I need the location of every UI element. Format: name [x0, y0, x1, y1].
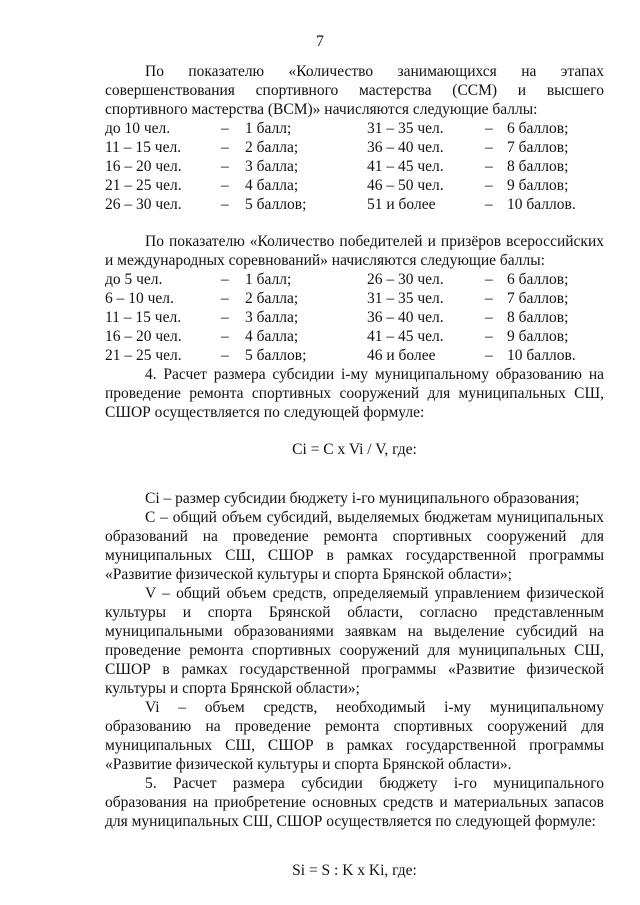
- table-cell: –: [485, 120, 493, 137]
- definition-v: V – общий объем средств, определяемый управлением физической культуры и спорта Брянской области, согласно представленным муниципальными образованиями заявкам на выделение субсидий на проведение ремонта спортивных сооружений для муниципальных СШ, СШОР в рамках государственной программы «Развитие физической культуры и спорта Брянской области»;: [105, 585, 604, 697]
- table-cell: до 10 чел.: [105, 120, 171, 137]
- formula-si: Si = S : K x Ki, где:: [292, 862, 417, 879]
- paragraph-ssm-vsm: По показателю «Количество занимающихся на этапах совершенствования спортивного мастерства (ССМ) и высшего спортивного мастерства (ВСМ)» начисляются следующие баллы:: [105, 63, 604, 118]
- table-cell: 16 – 20 чел.: [105, 158, 182, 175]
- table-cell: –: [221, 271, 229, 288]
- table-cell: –: [485, 196, 493, 213]
- table-row: [105, 346, 604, 365]
- definition-vi: Vi – объем средств, необходимый i-му муниципальному образованию на проведение ремонта спортивных сооружений для муниципальных СШ, СШОР в рамках государственной программы «Развитие физической культуры и спорта Брянской области».: [105, 699, 604, 773]
- table-row: [105, 270, 604, 289]
- table-cell: –: [221, 328, 229, 345]
- table-cell: 7 баллов;: [507, 139, 569, 156]
- table-cell: 4 балла;: [245, 328, 299, 345]
- paragraph-section-5: 5. Расчет размера субсидии бюджету i-го муниципального образования на приобретение основных средств и материальных запасов для муниципальных СШ, СШОР осуществляется по следующей формуле:: [105, 775, 604, 830]
- table-cell: 8 баллов;: [507, 158, 569, 175]
- table-cell: –: [221, 309, 229, 326]
- formula-ci: Ci = C x Vi / V, где:: [292, 441, 417, 458]
- table-cell: 31 – 35 чел.: [367, 120, 444, 137]
- table-cell: –: [221, 290, 229, 307]
- table-row: [105, 327, 604, 346]
- table-cell: 46 и более: [367, 347, 436, 364]
- table-row: [105, 176, 604, 195]
- table-cell: 16 – 20 чел.: [105, 328, 182, 345]
- definition-c: С – общий объем субсидий, выделяемых бюджетам муниципальных образований на проведение ремонта спортивных сооружений для муниципальных СШ, СШОР в рамках государственной программы «Развитие физической культуры и спорта Брянской области»;: [105, 509, 604, 583]
- table-cell: 1 балл;: [245, 271, 292, 288]
- table-cell: 6 – 10 чел.: [105, 290, 174, 307]
- paragraph-winners: По показателю «Количество победителей и призёров всероссийских и международных соревнований» начисляются следующие баллы:: [105, 233, 604, 269]
- paragraph-section-4: 4. Расчет размера субсидии i-му муниципальному образованию на проведение ремонта спортивных сооружений для муниципальных СШ, СШОР осуществляется по следующей формуле:: [105, 366, 604, 421]
- table-cell: 11 – 15 чел.: [105, 309, 182, 326]
- table-cell: 51 и более: [367, 196, 436, 213]
- table-cell: –: [485, 309, 493, 326]
- table-row: [105, 195, 604, 214]
- table-cell: –: [221, 139, 229, 156]
- page-number: 7: [316, 33, 324, 50]
- table-cell: –: [485, 158, 493, 175]
- table-cell: 9 баллов;: [507, 328, 569, 345]
- table-cell: 26 – 30 чел.: [105, 196, 182, 213]
- table-cell: 7 баллов;: [507, 290, 569, 307]
- score-table-ssm-vsm: [105, 119, 604, 214]
- document-body: [105, 62, 604, 880]
- table-cell: 3 балла;: [245, 309, 299, 326]
- table-cell: 36 – 40 чел.: [367, 309, 444, 326]
- table-cell: 21 – 25 чел.: [105, 177, 182, 194]
- table-cell: 2 балла;: [245, 290, 299, 307]
- score-table-winners: [105, 270, 604, 365]
- table-cell: 1 балл;: [245, 120, 292, 137]
- table-cell: 4 балла;: [245, 177, 299, 194]
- table-cell: 41 – 45 чел.: [367, 328, 444, 345]
- table-cell: –: [485, 328, 493, 345]
- table-cell: –: [221, 158, 229, 175]
- table-cell: –: [485, 290, 493, 307]
- table-cell: –: [221, 196, 229, 213]
- table-cell: 3 балла;: [245, 158, 299, 175]
- table-cell: 10 баллов.: [507, 196, 576, 213]
- table-cell: 46 – 50 чел.: [367, 177, 444, 194]
- table-cell: –: [485, 139, 493, 156]
- table-cell: 5 баллов;: [245, 196, 307, 213]
- table-cell: 21 – 25 чел.: [105, 347, 182, 364]
- table-cell: 36 – 40 чел.: [367, 139, 444, 156]
- table-cell: –: [221, 120, 229, 137]
- table-cell: 10 баллов.: [507, 347, 576, 364]
- table-cell: –: [485, 347, 493, 364]
- table-cell: –: [485, 177, 493, 194]
- table-cell: 11 – 15 чел.: [105, 139, 182, 156]
- table-row: [105, 119, 604, 138]
- table-cell: 8 баллов;: [507, 309, 569, 326]
- table-cell: 2 балла;: [245, 139, 299, 156]
- definition-ci: Ci – размер субсидии бюджету i-го муниципального образования;: [145, 490, 580, 507]
- table-cell: 31 – 35 чел.: [367, 290, 444, 307]
- table-cell: до 5 чел.: [105, 271, 163, 288]
- table-cell: 9 баллов;: [507, 177, 569, 194]
- table-cell: 41 – 45 чел.: [367, 158, 444, 175]
- table-cell: 6 баллов;: [507, 271, 569, 288]
- table-cell: 6 баллов;: [507, 120, 569, 137]
- table-row: [105, 289, 604, 308]
- table-cell: –: [485, 271, 493, 288]
- table-cell: 26 – 30 чел.: [367, 271, 444, 288]
- table-cell: –: [221, 177, 229, 194]
- table-cell: 5 баллов;: [245, 347, 307, 364]
- table-cell: –: [221, 347, 229, 364]
- table-row: [105, 138, 604, 157]
- table-row: [105, 157, 604, 176]
- table-row: [105, 308, 604, 327]
